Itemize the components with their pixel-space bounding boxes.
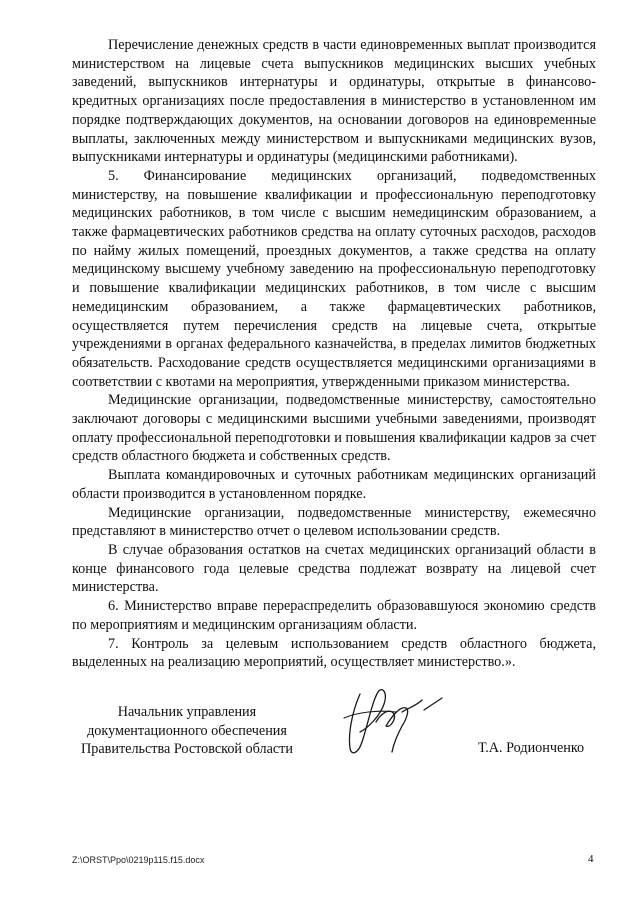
paragraph-item-7: 7. Контроль за целевым использованием средств областного бюджета, выделенных на реализацию мероприятий, осуществляет министерство.». (72, 635, 596, 671)
paragraph-balance-return: В случае образования остатков на счетах медицинских организаций области в конце финансового года целевые средства подлежат возврату на лицевой счет министерства. (72, 541, 596, 596)
signatory-title-line: Правительства Ростовской области (81, 741, 293, 758)
paragraph-monthly-report: Медицинские организации, подведомственные министерству, ежемесячно представляют в министерство отчет о целевом использовании средств. (72, 504, 596, 540)
paragraph-travel-payments: Выплата командировочных и суточных работникам медицинских организаций области производится в установленном порядке. (72, 467, 596, 502)
paragraph-contracts: Медицинские организации, подведомственные министерству, самостоятельно заключают договоры с медицинскими высшими учебными заведениями, производят оплату профессиональной переподготовки и повышения квалификации кадров за счет средств областного бюджета и собственных средств. (72, 392, 596, 465)
signatory-title (72, 703, 302, 759)
paragraph-item-5: 5. Финансирование медицинских организаций, подведомственных министерству, на повышение квалификации и профессиональную переподготовку медицинских работников, в том числе с высшим немедицинским образованием, а также фармацевтических работников средства на оплату суточных расходов, расходов по найму жилых помещений, проездных документов, а также средства на оплату медицинскому высшему учебному заведению на профессиональную переподготовку и повышение квалификации медицинских работников, в том числе с высшим немедицинским образованием, а также фармацевтических работников, осуществляется путем перечисления средств на лицевые счета, открытые учреждениями в органах федерального казначейства, в пределах лимитов бюджетных обязательств. Расходование средств осуществляется медицинскими организациями в соответствии с квотами на мероприятия, утвержденными приказом министерства. (72, 167, 596, 390)
signatory-title-line: документационного обеспечения (87, 722, 287, 739)
page-number: 4 (588, 853, 594, 865)
signatory-name: Т.А. Родионченко (478, 740, 585, 756)
handwritten-signature (338, 682, 458, 764)
signatory-title-line: Начальник управления (117, 704, 257, 720)
paragraph-item-6: 6. Министерство вправе перераспределить образовавшуюся экономию средств по мероприятиям и медицинским организациям области. (72, 598, 596, 633)
paragraph-payments-transfer: Перечисление денежных средств в части единовременных выплат производится министерством на лицевые счета выпускников медицинских высших учебных заведений, выпускников интернатуры и ординатуры, открытые в финансово-кредитных организациях после предоставления в министерство в установленном им порядке подтверждающих документов, на основании договоров на единовременные выплаты, заключенных между министерством и выпускниками медицинских вузов, выпускниками интернатуры и ординатуры (медицинскими работниками). (72, 37, 596, 166)
file-path: Z:\ORST\Ppo\0219p115.f15.docx (72, 855, 205, 865)
